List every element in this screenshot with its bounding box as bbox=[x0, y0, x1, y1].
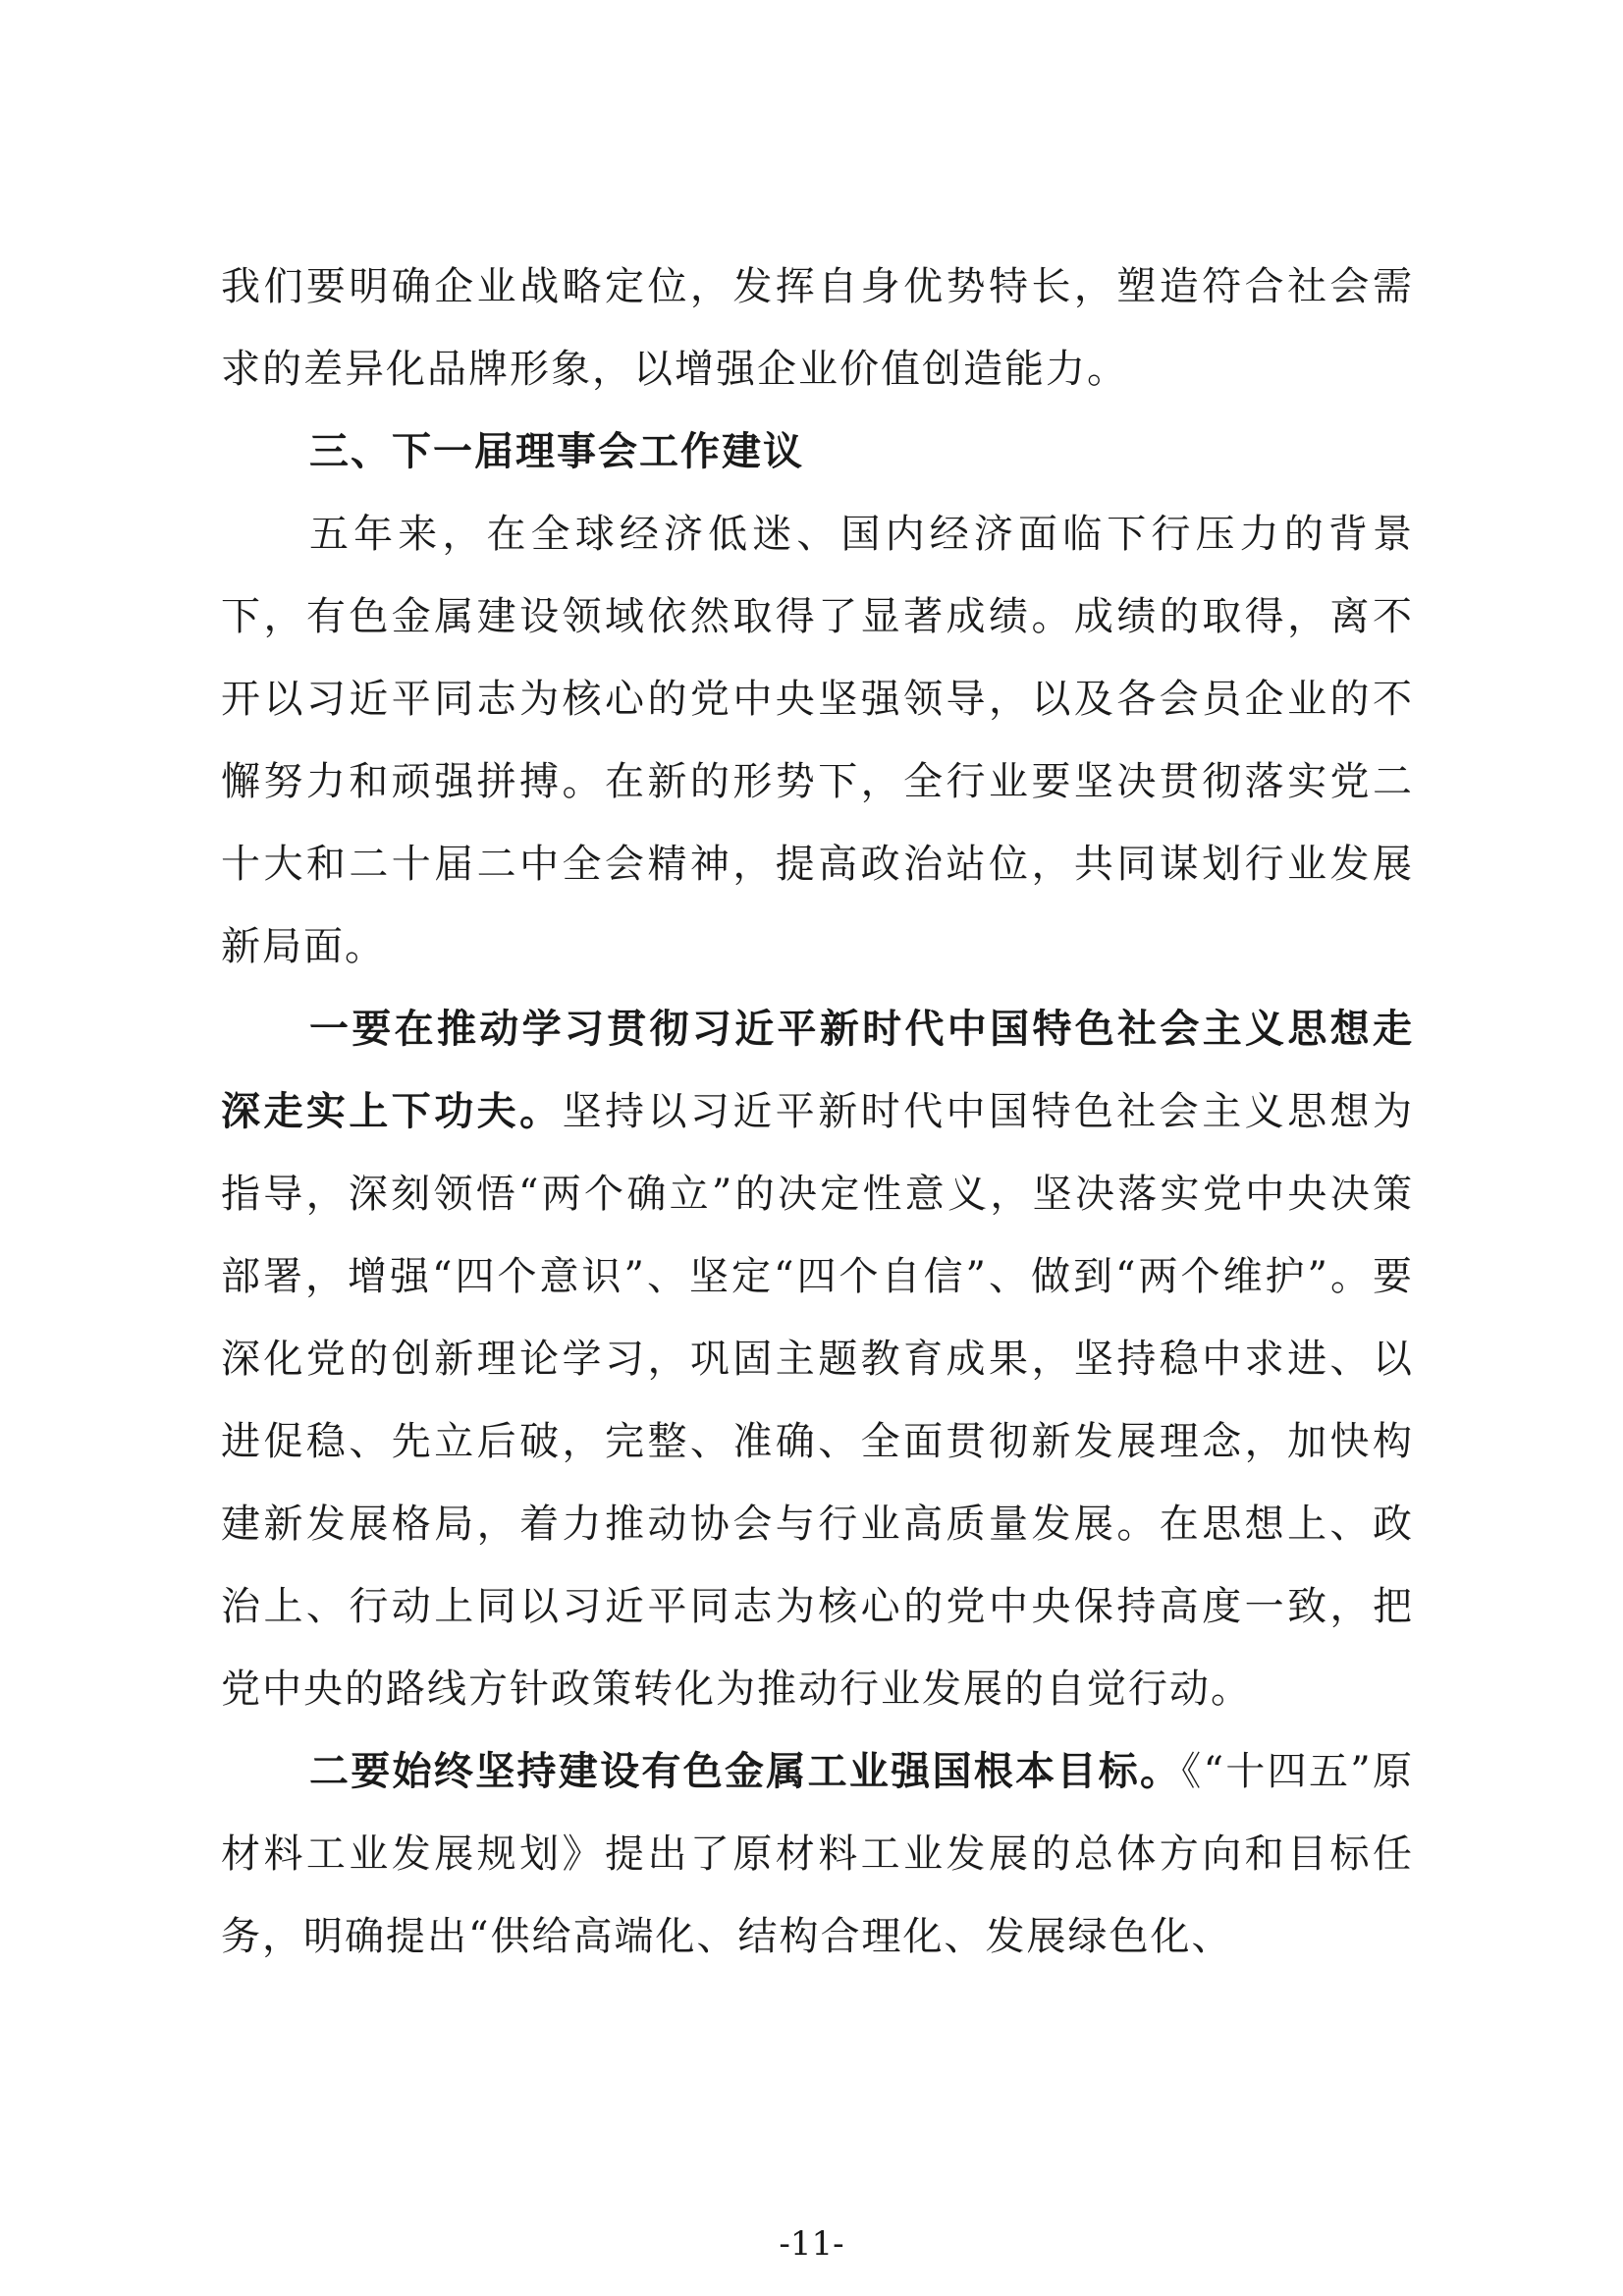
section-heading bbox=[221, 410, 1414, 493]
paragraph-body bbox=[221, 493, 1414, 988]
paragraph-recommendation-1 bbox=[221, 988, 1414, 1730]
recommendation-lead: 一要在推动学习贯彻习近平新时代中国特色社会主义思想走深走实上下功夫。 bbox=[221, 1007, 1414, 1134]
paragraph-continuation bbox=[221, 246, 1414, 410]
recommendation-lead: 二要始终坚持建设有色金属工业强国根本目标。 bbox=[309, 1749, 1182, 1794]
page-number: -11- bbox=[779, 2224, 844, 2264]
paragraph-text: 《“十四五”原材料工业发展规划》提出了原材料工业发展的总体方向和目标任务，明确提出“供给高端化、结构合理化、发展绿色化、 bbox=[221, 1749, 1414, 1959]
section-heading-text: 三、下一届理事会工作建议 bbox=[309, 429, 804, 474]
paragraph-text: 五年来，在全球经济低迷、国内经济面临下行压力的背景下，有色金属建设领域依然取得了显著成绩。成绩的取得，离不开以习近平同志为核心的党中央坚强领导，以及各会员企业的不懈努力和顽强拼搏。在新的形势下，全行业要坚决贯彻落实党二十大和二十届二中全会精神，提高政治站位，共同谋划行业发展新局面。 bbox=[221, 512, 1414, 969]
paragraph-recommendation-2 bbox=[221, 1730, 1414, 1978]
paragraph-text: 坚持以习近平新时代中国特色社会主义思想为指导，深刻领悟“两个确立”的决定性意义，坚决落实党中央决策部署，增强“四个意识”、坚定“四个自信”、做到“两个维护”。要深化党的创新理论学习，巩固主题教育成果，坚持稳中求进、以进促稳、先立后破，完整、准确、全面贯彻新发展理念，加快构建新发展格局，着力推动协会与行业高质量发展。在思想上、政治上、行动上同以习近平同志为核心的党中央保持高度一致，把党中央的路线方针政策转化为推动行业发展的自觉行动。 bbox=[221, 1089, 1415, 1712]
document-body bbox=[221, 246, 1414, 1978]
paragraph-text: 我们要明确企业战略定位，发挥自身优势特长，塑造符合社会需求的差异化品牌形象，以增强企业价值创造能力。 bbox=[221, 264, 1414, 392]
